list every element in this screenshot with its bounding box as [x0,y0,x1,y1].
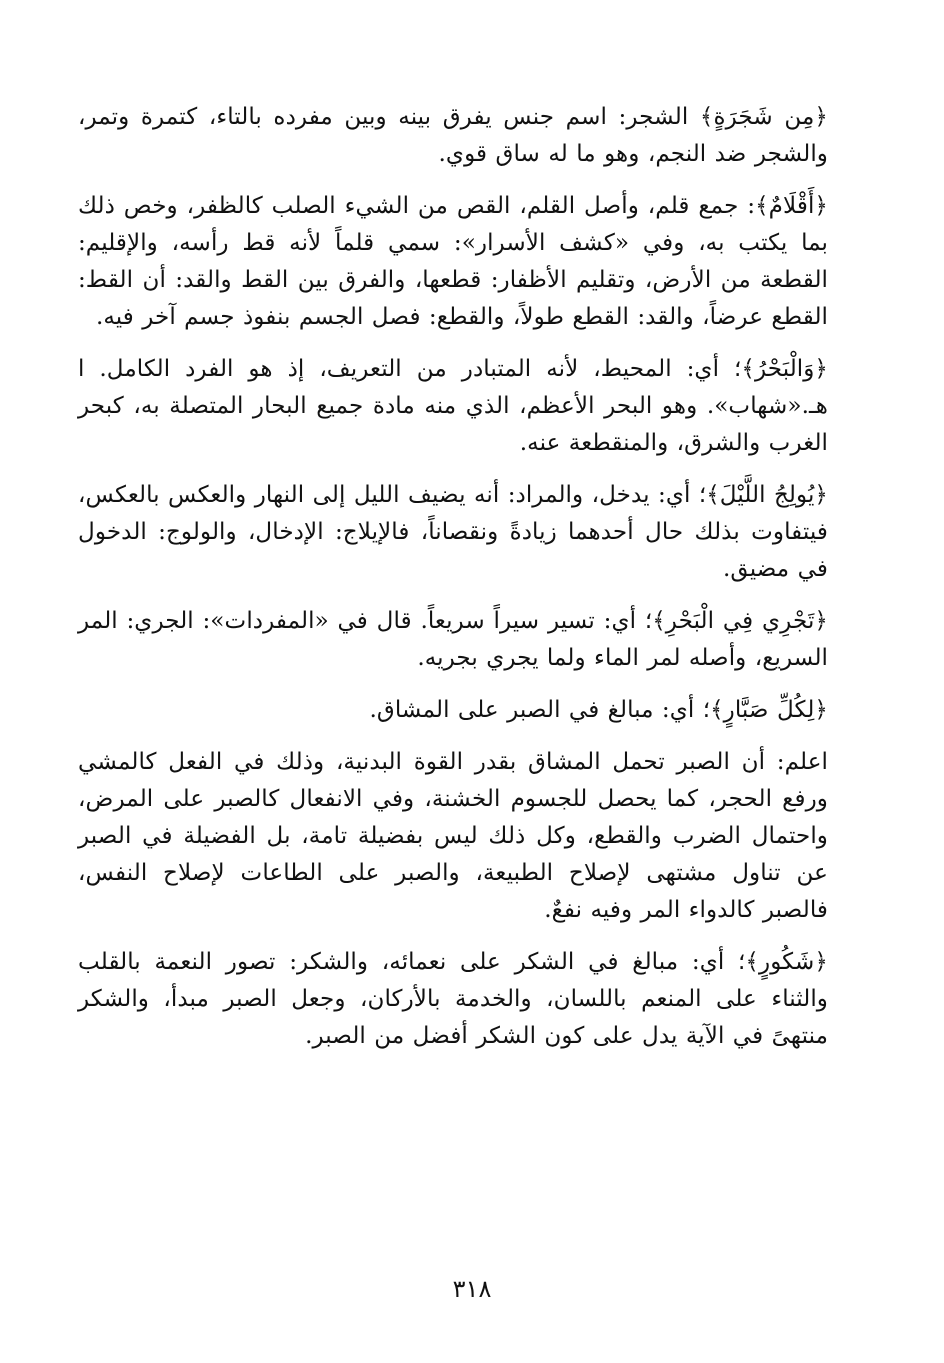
page-number: ٣١٨ [452,1275,492,1303]
paragraph-shakur: ﴿شَكُورٍ﴾؛ أي: مبالغ في الشكر على نعمائه، والشكر: تصور النعمة بالقلب والثناء على المنعم باللسان، والخدمة بالأركان، وجعل الصبر مبدأ، والشكر منتهىً في الآية يدل على كون الشكر أفضل من الصبر. [78,948,828,1049]
paragraph-min-shajaratin: ﴿مِن شَجَرَةٍ﴾ الشجر: اسم جنس يفرق بينه وبين مفرده بالتاء، كتمرة وتمر، والشجر ضد النجم، وهو ما له ساق قوي. [78,103,828,167]
paragraph-iʿlam: اعلم: أن الصبر تحمل المشاق بقدر القوة البدنية، وذلك في الفعل كالمشي ورفع الحجر، كما يحصل للجسوم الخشنة، وفي الانفعال كالصبر على المرض، واحتمال الضرب والقطع، وكل ذلك ليس بفضيلة تامة، بل الفضيلة في الصبر عن تناول مشتهى لإصلاح الطبيعة، والصبر على الطاعات لإصلاح النفس، فالصبر كالدواء المر وفيه نفعٌ. [78,748,828,923]
paragraph-wal-bahr: ﴿وَالْبَحْرُ﴾؛ أي: المحيط، لأنه المتبادر من التعريف، إذ هو الفرد الكامل. ا هـ.«شهاب». وهو البحر الأعظم، الذي منه مادة جميع البحار المتصلة به، كبحر الغرب والشرق، والمنقطعة عنه. [78,355,828,456]
paragraph-yulij-al-layl: ﴿يُولِجُ اللَّيْلَ﴾؛ أي: يدخل، والمراد: أنه يضيف الليل إلى النهار والعكس بالعكس، فيتفاوت بذلك حال أحدهما زيادةً ونقصاناً، فالإيلاج: الإدخال، والولوج: الدخول في مضيق. [78,481,828,582]
paragraph-li-kulli-sabbar: ﴿لِكُلِّ صَبَّارٍ﴾؛ أي: مبالغ في الصبر على المشاق. [369,696,828,723]
paragraph-aqlam: ﴿أَقْلَامٌ﴾: جمع قلم، وأصل القلم، القص من الشيء الصلب كالظفر، وخص ذلك بما يكتب به، وفي «كشف الأسرار»: سمي قلماً لأنه قط رأسه، والإقليم: القطعة من الأرض، وتقليم الأظفار: قطعها، والفرق بين القط والقد: أن القط: القطع عرضاً، والقد: القطع طولاً، والقطع: فصل الجسم بنفوذ جسم آخر فيه. [78,192,828,330]
page-body [78,98,844,1069]
paragraph-tajri-fil-bahr: ﴿تَجْرِي فِي الْبَحْرِ﴾؛ أي: تسير سيراً سريعاً. قال في «المفردات»: الجري: المر السريع، وأصله لمر الماء ولما يجري بجريه. [78,607,828,671]
